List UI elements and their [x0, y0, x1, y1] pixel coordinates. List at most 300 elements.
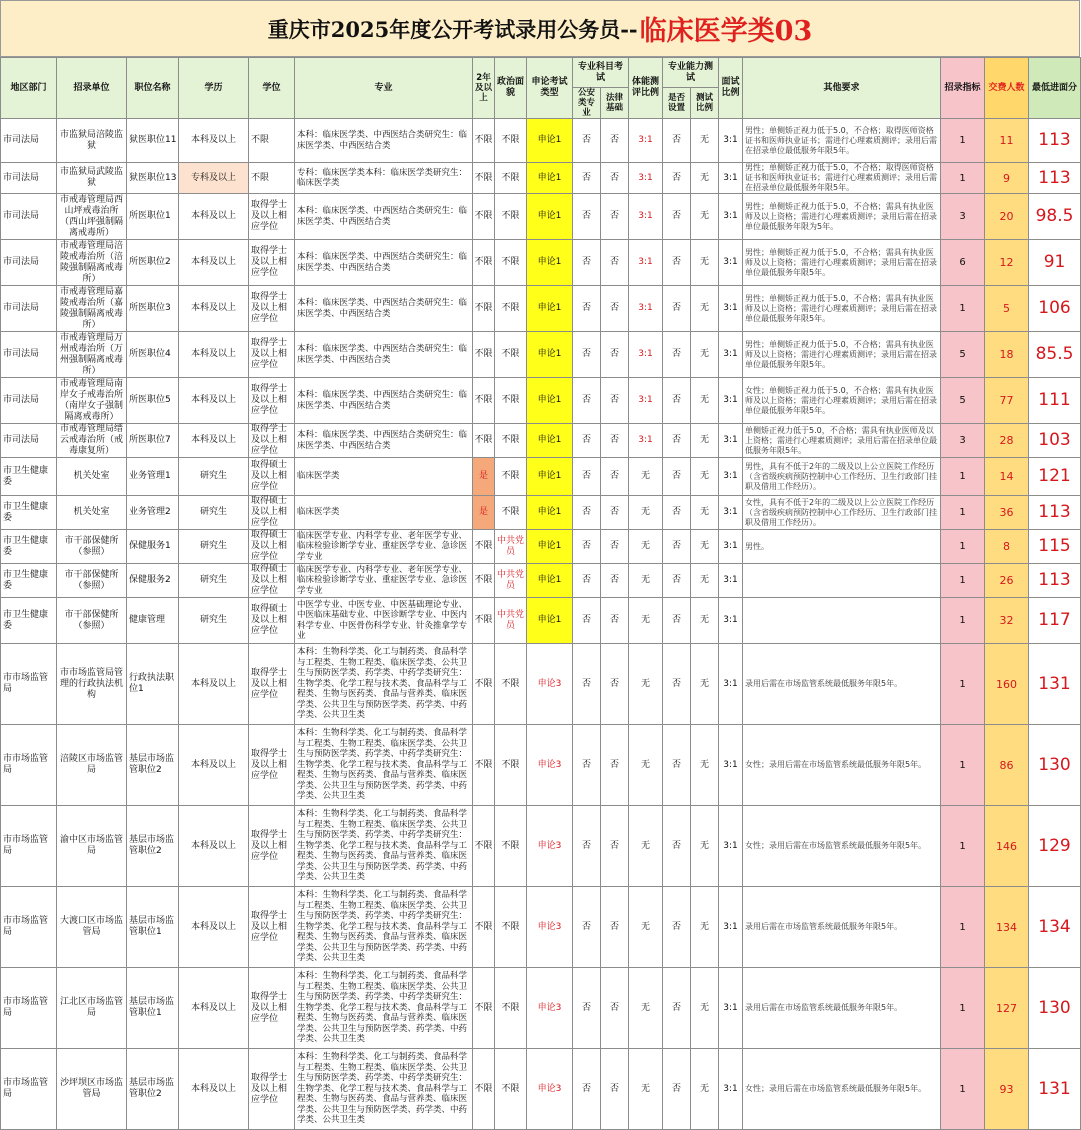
cell-apps[interactable]: 20	[985, 194, 1029, 240]
cell-education[interactable]: 本科及以上	[179, 194, 249, 240]
cell-interview[interactable]: 3:1	[719, 644, 743, 725]
cell-other[interactable]: 女性；单侧矫正视力低于5.0，不合格；需具有执业医师及以上资格；需进行心理素质测评；录用后需在招录单位最低服务年限5年。	[743, 378, 941, 424]
cell-physical[interactable]: 3:1	[629, 424, 663, 458]
cell-other[interactable]	[743, 564, 941, 598]
cell-skill-set[interactable]: 否	[663, 332, 691, 378]
col-header-skill[interactable]: 专业能力测试	[663, 58, 719, 88]
cell-physical[interactable]: 3:1	[629, 194, 663, 240]
cell-position[interactable]: 所医职位3	[127, 286, 179, 332]
cell-physical[interactable]: 3:1	[629, 332, 663, 378]
col-header-score[interactable]: 最低进面分	[1029, 58, 1081, 119]
cell-exam[interactable]: 申论1	[527, 598, 573, 644]
cell-quota[interactable]: 1	[941, 725, 985, 806]
cell-police[interactable]: 否	[573, 968, 601, 1049]
cell-education[interactable]: 研究生	[179, 598, 249, 644]
cell-unit[interactable]: 市干部保健所（参照）	[57, 530, 127, 564]
cell-years[interactable]: 不限	[473, 194, 495, 240]
cell-interview[interactable]: 3:1	[719, 806, 743, 887]
cell-political[interactable]: 中共党员	[495, 564, 527, 598]
table-row[interactable]	[1, 332, 1081, 378]
cell-political[interactable]: 中共党员	[495, 530, 527, 564]
cell-law[interactable]: 否	[601, 968, 629, 1049]
cell-apps[interactable]: 5	[985, 286, 1029, 332]
cell-physical[interactable]: 无	[629, 1049, 663, 1130]
cell-skill-set[interactable]: 否	[663, 887, 691, 968]
cell-years[interactable]: 不限	[473, 725, 495, 806]
cell-police[interactable]: 否	[573, 194, 601, 240]
cell-position[interactable]: 基层市场监管职位2	[127, 806, 179, 887]
cell-physical[interactable]: 无	[629, 530, 663, 564]
table-row[interactable]	[1, 119, 1081, 163]
cell-skill-ratio[interactable]: 无	[691, 378, 719, 424]
col-header-degree[interactable]: 学位	[249, 58, 295, 119]
col-header-subject[interactable]: 专业科目考试	[573, 58, 629, 88]
cell-skill-ratio[interactable]: 无	[691, 286, 719, 332]
cell-education[interactable]: 本科及以上	[179, 378, 249, 424]
cell-exam[interactable]: 申论3	[527, 1049, 573, 1130]
cell-exam[interactable]: 申论1	[527, 119, 573, 163]
col-header-political[interactable]: 政治面貌	[495, 58, 527, 119]
cell-degree[interactable]: 取得学士及以上相应学位	[249, 378, 295, 424]
cell-police[interactable]: 否	[573, 286, 601, 332]
cell-education[interactable]: 研究生	[179, 530, 249, 564]
cell-political[interactable]: 不限	[495, 424, 527, 458]
cell-score[interactable]: 121	[1029, 458, 1081, 496]
cell-skill-set[interactable]: 否	[663, 496, 691, 530]
cell-position[interactable]: 所医职位4	[127, 332, 179, 378]
cell-quota[interactable]: 1	[941, 644, 985, 725]
table-row[interactable]	[1, 378, 1081, 424]
cell-apps[interactable]: 8	[985, 530, 1029, 564]
col-header-years[interactable]: 2年及以上	[473, 58, 495, 119]
cell-score[interactable]: 131	[1029, 644, 1081, 725]
cell-degree[interactable]: 取得硕士及以上相应学位	[249, 564, 295, 598]
cell-dept[interactable]: 市司法局	[1, 332, 57, 378]
cell-unit[interactable]: 市干部保健所（参照）	[57, 564, 127, 598]
cell-skill-set[interactable]: 否	[663, 1049, 691, 1130]
cell-major[interactable]: 本科：生物科学类、化工与制药类、食品科学与工程类、生物工程类、临床医学类、公共卫生与预防医学类、药学类、中药学类研究生：生物学类、化学工程与技术类、食品科学与工程类、生物与医药类、食品与营养类、临床医学类、公共卫生与预防医学类、药学类、中药学类、公共卫生类	[295, 806, 473, 887]
cell-apps[interactable]: 127	[985, 968, 1029, 1049]
cell-years[interactable]: 不限	[473, 240, 495, 286]
cell-interview[interactable]: 3:1	[719, 887, 743, 968]
cell-degree[interactable]: 取得硕士及以上相应学位	[249, 496, 295, 530]
cell-physical[interactable]: 3:1	[629, 119, 663, 163]
cell-political[interactable]: 不限	[495, 119, 527, 163]
cell-score[interactable]: 130	[1029, 968, 1081, 1049]
cell-degree[interactable]: 取得学士及以上相应学位	[249, 1049, 295, 1130]
cell-political[interactable]: 不限	[495, 887, 527, 968]
cell-education[interactable]: 本科及以上	[179, 240, 249, 286]
cell-score[interactable]: 106	[1029, 286, 1081, 332]
table-row[interactable]	[1, 286, 1081, 332]
cell-education[interactable]: 本科及以上	[179, 424, 249, 458]
cell-score[interactable]: 113	[1029, 496, 1081, 530]
cell-physical[interactable]: 无	[629, 496, 663, 530]
cell-interview[interactable]: 3:1	[719, 496, 743, 530]
table-row[interactable]	[1, 424, 1081, 458]
cell-other[interactable]: 女性，具有不低于2年的二级及以上公立医院工作经历（含省级疾病预防控制中心工作经历、卫生行政部门挂职及借用工作经历）。	[743, 496, 941, 530]
cell-score[interactable]: 113	[1029, 119, 1081, 163]
cell-degree[interactable]: 取得学士及以上相应学位	[249, 194, 295, 240]
cell-political[interactable]: 不限	[495, 968, 527, 1049]
cell-degree[interactable]: 取得学士及以上相应学位	[249, 424, 295, 458]
cell-political[interactable]: 不限	[495, 496, 527, 530]
cell-major[interactable]: 专科：临床医学类本科：临床医学类研究生：临床医学类	[295, 163, 473, 194]
cell-other[interactable]: 录用后需在市场监管系统最低服务年限5年。	[743, 644, 941, 725]
col-header-unit[interactable]: 招录单位	[57, 58, 127, 119]
cell-skill-ratio[interactable]: 无	[691, 725, 719, 806]
cell-interview[interactable]: 3:1	[719, 240, 743, 286]
cell-apps[interactable]: 86	[985, 725, 1029, 806]
col-header-education[interactable]: 学历	[179, 58, 249, 119]
cell-police[interactable]: 否	[573, 644, 601, 725]
cell-degree[interactable]: 取得学士及以上相应学位	[249, 240, 295, 286]
col-header-other[interactable]: 其他要求	[743, 58, 941, 119]
cell-dept[interactable]: 市卫生健康委	[1, 598, 57, 644]
cell-major[interactable]: 临床医学类	[295, 496, 473, 530]
cell-dept[interactable]: 市司法局	[1, 240, 57, 286]
cell-score[interactable]: 115	[1029, 530, 1081, 564]
cell-police[interactable]: 否	[573, 163, 601, 194]
cell-other[interactable]: 男性，具有不低于2年的二级及以上公立医院工作经历（含省级疾病预防控制中心工作经历、卫生行政部门挂职及借用工作经历）。	[743, 458, 941, 496]
cell-years[interactable]: 不限	[473, 378, 495, 424]
cell-apps[interactable]: 9	[985, 163, 1029, 194]
cell-other[interactable]: 男性；单侧矫正视力低于5.0，不合格；需具有执业医师及以上资格；需进行心理素质测评；录用后需在招录单位最低服务年限5年。	[743, 240, 941, 286]
cell-dept[interactable]: 市市场监管局	[1, 644, 57, 725]
cell-law[interactable]: 否	[601, 496, 629, 530]
cell-apps[interactable]: 93	[985, 1049, 1029, 1130]
cell-degree[interactable]: 取得学士及以上相应学位	[249, 968, 295, 1049]
cell-major[interactable]: 本科：临床医学类、中西医结合类研究生：临床医学类、中西医结合类	[295, 119, 473, 163]
cell-years[interactable]: 不限	[473, 530, 495, 564]
cell-law[interactable]: 否	[601, 725, 629, 806]
cell-physical[interactable]: 无	[629, 598, 663, 644]
col-header-interview[interactable]: 面试比例	[719, 58, 743, 119]
cell-score[interactable]: 131	[1029, 1049, 1081, 1130]
cell-score[interactable]: 103	[1029, 424, 1081, 458]
cell-exam[interactable]: 申论1	[527, 424, 573, 458]
cell-quota[interactable]: 1	[941, 530, 985, 564]
cell-unit[interactable]: 机关处室	[57, 458, 127, 496]
cell-score[interactable]: 113	[1029, 163, 1081, 194]
cell-interview[interactable]: 3:1	[719, 1049, 743, 1130]
cell-physical[interactable]: 3:1	[629, 378, 663, 424]
cell-education[interactable]: 本科及以上	[179, 332, 249, 378]
cell-apps[interactable]: 28	[985, 424, 1029, 458]
cell-political[interactable]: 不限	[495, 163, 527, 194]
table-row[interactable]	[1, 564, 1081, 598]
cell-years[interactable]: 是	[473, 496, 495, 530]
cell-physical[interactable]: 无	[629, 458, 663, 496]
cell-police[interactable]: 否	[573, 378, 601, 424]
table-row[interactable]	[1, 163, 1081, 194]
cell-exam[interactable]: 申论3	[527, 806, 573, 887]
cell-position[interactable]: 基层市场监管职位1	[127, 887, 179, 968]
cell-dept[interactable]: 市司法局	[1, 163, 57, 194]
cell-degree[interactable]: 取得学士及以上相应学位	[249, 725, 295, 806]
cell-unit[interactable]: 江北区市场监管局	[57, 968, 127, 1049]
cell-major[interactable]: 本科：生物科学类、化工与制药类、食品科学与工程类、生物工程类、临床医学类、公共卫生与预防医学类、药学类、中药学类研究生：生物学类、化学工程与技术类、食品科学与工程类、生物与医药类、食品与营养类、临床医学类、公共卫生与预防医学类、药学类、中药学类、公共卫生类	[295, 968, 473, 1049]
cell-police[interactable]: 否	[573, 240, 601, 286]
cell-degree[interactable]: 取得学士及以上相应学位	[249, 887, 295, 968]
cell-apps[interactable]: 18	[985, 332, 1029, 378]
cell-political[interactable]: 不限	[495, 332, 527, 378]
cell-skill-set[interactable]: 否	[663, 378, 691, 424]
cell-law[interactable]: 否	[601, 564, 629, 598]
cell-political[interactable]: 不限	[495, 1049, 527, 1130]
cell-years[interactable]: 不限	[473, 564, 495, 598]
cell-exam[interactable]: 申论3	[527, 887, 573, 968]
cell-other[interactable]: 录用后需在市场监管系统最低服务年限5年。	[743, 887, 941, 968]
cell-major[interactable]: 本科：临床医学类、中西医结合类研究生：临床医学类、中西医结合类	[295, 378, 473, 424]
cell-skill-set[interactable]: 否	[663, 725, 691, 806]
cell-police[interactable]: 否	[573, 564, 601, 598]
col-header-skill-set[interactable]: 是否设置	[663, 88, 691, 119]
cell-law[interactable]: 否	[601, 240, 629, 286]
table-row[interactable]	[1, 968, 1081, 1049]
cell-education[interactable]: 专科及以上	[179, 163, 249, 194]
cell-interview[interactable]: 3:1	[719, 286, 743, 332]
cell-political[interactable]: 中共党员	[495, 598, 527, 644]
cell-exam[interactable]: 申论1	[527, 530, 573, 564]
cell-apps[interactable]: 14	[985, 458, 1029, 496]
cell-major[interactable]: 本科：生物科学类、化工与制药类、食品科学与工程类、生物工程类、临床医学类、公共卫生与预防医学类、药学类、中药学类研究生：生物学类、化学工程与技术类、食品科学与工程类、生物与医药类、食品与营养类、临床医学类、公共卫生与预防医学类、药学类、中药学类、公共卫生类	[295, 1049, 473, 1130]
cell-exam[interactable]: 申论1	[527, 194, 573, 240]
table-row[interactable]	[1, 644, 1081, 725]
cell-law[interactable]: 否	[601, 119, 629, 163]
cell-exam[interactable]: 申论1	[527, 240, 573, 286]
cell-years[interactable]: 不限	[473, 286, 495, 332]
cell-police[interactable]: 否	[573, 458, 601, 496]
cell-exam[interactable]: 申论1	[527, 564, 573, 598]
table-row[interactable]	[1, 458, 1081, 496]
cell-score[interactable]: 134	[1029, 887, 1081, 968]
cell-unit[interactable]: 大渡口区市场监管局	[57, 887, 127, 968]
cell-unit[interactable]: 市监狱局武陵监狱	[57, 163, 127, 194]
cell-degree[interactable]: 取得学士及以上相应学位	[249, 806, 295, 887]
cell-political[interactable]: 不限	[495, 644, 527, 725]
cell-score[interactable]: 111	[1029, 378, 1081, 424]
cell-position[interactable]: 基层市场监管职位2	[127, 725, 179, 806]
cell-political[interactable]: 不限	[495, 806, 527, 887]
cell-years[interactable]: 不限	[473, 598, 495, 644]
cell-interview[interactable]: 3:1	[719, 332, 743, 378]
cell-apps[interactable]: 77	[985, 378, 1029, 424]
cell-apps[interactable]: 160	[985, 644, 1029, 725]
cell-quota[interactable]: 1	[941, 496, 985, 530]
cell-apps[interactable]: 146	[985, 806, 1029, 887]
cell-skill-set[interactable]: 否	[663, 644, 691, 725]
cell-position[interactable]: 保健服务2	[127, 564, 179, 598]
cell-law[interactable]: 否	[601, 530, 629, 564]
cell-degree[interactable]: 取得硕士及以上相应学位	[249, 530, 295, 564]
cell-other[interactable]: 男性。	[743, 530, 941, 564]
cell-score[interactable]: 91	[1029, 240, 1081, 286]
cell-apps[interactable]: 26	[985, 564, 1029, 598]
col-header-exam[interactable]: 申论考试类型	[527, 58, 573, 119]
cell-degree[interactable]: 取得学士及以上相应学位	[249, 644, 295, 725]
cell-major[interactable]: 临床医学专业、内科学专业、老年医学专业、临床检验诊断学专业、重症医学专业、急诊医学专业	[295, 564, 473, 598]
cell-dept[interactable]: 市司法局	[1, 424, 57, 458]
cell-exam[interactable]: 申论3	[527, 968, 573, 1049]
cell-police[interactable]: 否	[573, 725, 601, 806]
table-row[interactable]	[1, 194, 1081, 240]
cell-exam[interactable]: 申论1	[527, 286, 573, 332]
cell-major[interactable]: 本科：临床医学类、中西医结合类研究生：临床医学类、中西医结合类	[295, 194, 473, 240]
cell-quota[interactable]: 1	[941, 1049, 985, 1130]
cell-skill-set[interactable]: 否	[663, 194, 691, 240]
cell-exam[interactable]: 申论1	[527, 332, 573, 378]
cell-quota[interactable]: 5	[941, 332, 985, 378]
cell-interview[interactable]: 3:1	[719, 119, 743, 163]
cell-dept[interactable]: 市卫生健康委	[1, 564, 57, 598]
cell-police[interactable]: 否	[573, 530, 601, 564]
cell-position[interactable]: 所医职位1	[127, 194, 179, 240]
cell-position[interactable]: 基层市场监管职位1	[127, 968, 179, 1049]
cell-skill-set[interactable]: 否	[663, 458, 691, 496]
table-row[interactable]	[1, 240, 1081, 286]
table-row[interactable]	[1, 887, 1081, 968]
cell-dept[interactable]: 市卫生健康委	[1, 530, 57, 564]
cell-education[interactable]: 本科及以上	[179, 644, 249, 725]
col-header-police[interactable]: 公安类专业	[573, 88, 601, 119]
cell-other[interactable]: 女性；录用后需在市场监管系统最低服务年限5年。	[743, 1049, 941, 1130]
cell-quota[interactable]: 1	[941, 598, 985, 644]
cell-law[interactable]: 否	[601, 332, 629, 378]
cell-political[interactable]: 不限	[495, 194, 527, 240]
cell-skill-ratio[interactable]: 无	[691, 194, 719, 240]
cell-exam[interactable]: 申论3	[527, 644, 573, 725]
cell-skill-ratio[interactable]: 无	[691, 332, 719, 378]
cell-education[interactable]: 研究生	[179, 564, 249, 598]
cell-unit[interactable]: 市监狱局涪陵监狱	[57, 119, 127, 163]
cell-score[interactable]: 117	[1029, 598, 1081, 644]
cell-exam[interactable]: 申论3	[527, 725, 573, 806]
cell-exam[interactable]: 申论1	[527, 163, 573, 194]
cell-political[interactable]: 不限	[495, 725, 527, 806]
table-row[interactable]	[1, 806, 1081, 887]
cell-apps[interactable]: 32	[985, 598, 1029, 644]
cell-score[interactable]: 85.5	[1029, 332, 1081, 378]
cell-skill-ratio[interactable]: 无	[691, 644, 719, 725]
cell-skill-ratio[interactable]: 无	[691, 564, 719, 598]
cell-major[interactable]: 本科：生物科学类、化工与制药类、食品科学与工程类、生物工程类、临床医学类、公共卫生与预防医学类、药学类、中药学类研究生：生物学类、化学工程与技术类、食品科学与工程类、生物与医药类、食品与营养类、临床医学类、公共卫生与预防医学类、药学类、中药学类、公共卫生类	[295, 644, 473, 725]
cell-education[interactable]: 研究生	[179, 458, 249, 496]
cell-interview[interactable]: 3:1	[719, 458, 743, 496]
cell-exam[interactable]: 申论1	[527, 458, 573, 496]
cell-unit[interactable]: 涪陵区市场监管局	[57, 725, 127, 806]
cell-score[interactable]: 98.5	[1029, 194, 1081, 240]
cell-score[interactable]: 113	[1029, 564, 1081, 598]
cell-other[interactable]: 女性；录用后需在市场监管系统最低服务年限5年。	[743, 806, 941, 887]
cell-years[interactable]: 不限	[473, 968, 495, 1049]
cell-political[interactable]: 不限	[495, 286, 527, 332]
cell-skill-ratio[interactable]: 无	[691, 424, 719, 458]
cell-police[interactable]: 否	[573, 598, 601, 644]
col-header-apps[interactable]: 交费人数	[985, 58, 1029, 119]
col-header-physical[interactable]: 体能测评比例	[629, 58, 663, 119]
cell-physical[interactable]: 无	[629, 725, 663, 806]
cell-other[interactable]: 男性；单侧矫正视力低于5.0，不合格；需具有执业医师及以上资格；需进行心理素质测评；录用后需在招录单位最低服务年限为5年。	[743, 194, 941, 240]
cell-police[interactable]: 否	[573, 496, 601, 530]
table-row[interactable]	[1, 598, 1081, 644]
cell-unit[interactable]: 市市场监管局管理的行政执法机构	[57, 644, 127, 725]
cell-skill-set[interactable]: 否	[663, 119, 691, 163]
cell-political[interactable]: 不限	[495, 378, 527, 424]
cell-police[interactable]: 否	[573, 806, 601, 887]
cell-score[interactable]: 130	[1029, 725, 1081, 806]
cell-major[interactable]: 本科：临床医学类、中西医结合类研究生：临床医学类、中西医结合类	[295, 240, 473, 286]
cell-position[interactable]: 基层市场监管职位2	[127, 1049, 179, 1130]
cell-interview[interactable]: 3:1	[719, 530, 743, 564]
cell-education[interactable]: 本科及以上	[179, 119, 249, 163]
cell-unit[interactable]: 沙坪坝区市场监管局	[57, 1049, 127, 1130]
col-header-dept[interactable]: 地区部门	[1, 58, 57, 119]
cell-major[interactable]: 中医学专业、中医专业、中医基础理论专业、中医临床基础专业、中医诊断学专业、中医内科学专业、中医骨伤科学专业、针灸推拿学专业	[295, 598, 473, 644]
cell-skill-ratio[interactable]: 无	[691, 458, 719, 496]
cell-position[interactable]: 健康管理	[127, 598, 179, 644]
cell-years[interactable]: 不限	[473, 424, 495, 458]
cell-physical[interactable]: 无	[629, 968, 663, 1049]
cell-unit[interactable]: 市戒毒管理局南岸女子戒毒治所（南岸女子强制隔离戒毒所）	[57, 378, 127, 424]
cell-degree[interactable]: 取得学士及以上相应学位	[249, 286, 295, 332]
cell-skill-set[interactable]: 否	[663, 968, 691, 1049]
cell-years[interactable]: 不限	[473, 119, 495, 163]
cell-dept[interactable]: 市市场监管局	[1, 968, 57, 1049]
cell-political[interactable]: 不限	[495, 240, 527, 286]
cell-position[interactable]: 所医职位7	[127, 424, 179, 458]
cell-quota[interactable]: 1	[941, 564, 985, 598]
cell-quota[interactable]: 3	[941, 424, 985, 458]
col-header-major[interactable]: 专业	[295, 58, 473, 119]
cell-education[interactable]: 研究生	[179, 496, 249, 530]
col-header-skill-ratio[interactable]: 测试比例	[691, 88, 719, 119]
cell-skill-ratio[interactable]: 无	[691, 806, 719, 887]
cell-years[interactable]: 不限	[473, 163, 495, 194]
cell-major[interactable]: 本科：生物科学类、化工与制药类、食品科学与工程类、生物工程类、临床医学类、公共卫生与预防医学类、药学类、中药学类研究生：生物学类、化学工程与技术类、食品科学与工程类、生物与医药类、食品与营养类、临床医学类、公共卫生与预防医学类、药学类、中药学类、公共卫生类	[295, 887, 473, 968]
cell-skill-ratio[interactable]: 无	[691, 240, 719, 286]
cell-other[interactable]: 男性；单侧矫正视力低于5.0，不合格；需具有执业医师及以上资格；需进行心理素质测评；录用后需在招录单位最低服务年限5年。	[743, 286, 941, 332]
cell-physical[interactable]: 3:1	[629, 286, 663, 332]
cell-skill-set[interactable]: 否	[663, 598, 691, 644]
cell-position[interactable]: 狱医职位13	[127, 163, 179, 194]
cell-degree[interactable]: 取得硕士及以上相应学位	[249, 598, 295, 644]
cell-skill-ratio[interactable]: 无	[691, 119, 719, 163]
cell-dept[interactable]: 市市场监管局	[1, 887, 57, 968]
cell-skill-ratio[interactable]: 无	[691, 496, 719, 530]
cell-position[interactable]: 行政执法职位1	[127, 644, 179, 725]
cell-quota[interactable]: 3	[941, 194, 985, 240]
cell-apps[interactable]: 134	[985, 887, 1029, 968]
cell-law[interactable]: 否	[601, 163, 629, 194]
cell-unit[interactable]: 市戒毒管理局涪陵戒毒治所（涪陵强制隔离戒毒所）	[57, 240, 127, 286]
cell-unit[interactable]: 市干部保健所（参照）	[57, 598, 127, 644]
cell-position[interactable]: 狱医职位11	[127, 119, 179, 163]
cell-other[interactable]: 单侧矫正视力低于5.0，不合格；需具有执业医师及以上资格；需进行心理素质测评；录用后需在招录单位最低服务年限5年。	[743, 424, 941, 458]
cell-skill-ratio[interactable]: 无	[691, 163, 719, 194]
cell-quota[interactable]: 1	[941, 286, 985, 332]
cell-education[interactable]: 本科及以上	[179, 1049, 249, 1130]
cell-skill-set[interactable]: 否	[663, 806, 691, 887]
table-row[interactable]	[1, 530, 1081, 564]
cell-quota[interactable]: 1	[941, 887, 985, 968]
cell-skill-set[interactable]: 否	[663, 530, 691, 564]
cell-interview[interactable]: 3:1	[719, 194, 743, 240]
cell-interview[interactable]: 3:1	[719, 968, 743, 1049]
table-row[interactable]	[1, 725, 1081, 806]
cell-quota[interactable]: 1	[941, 806, 985, 887]
col-header-law[interactable]: 法律基础	[601, 88, 629, 119]
